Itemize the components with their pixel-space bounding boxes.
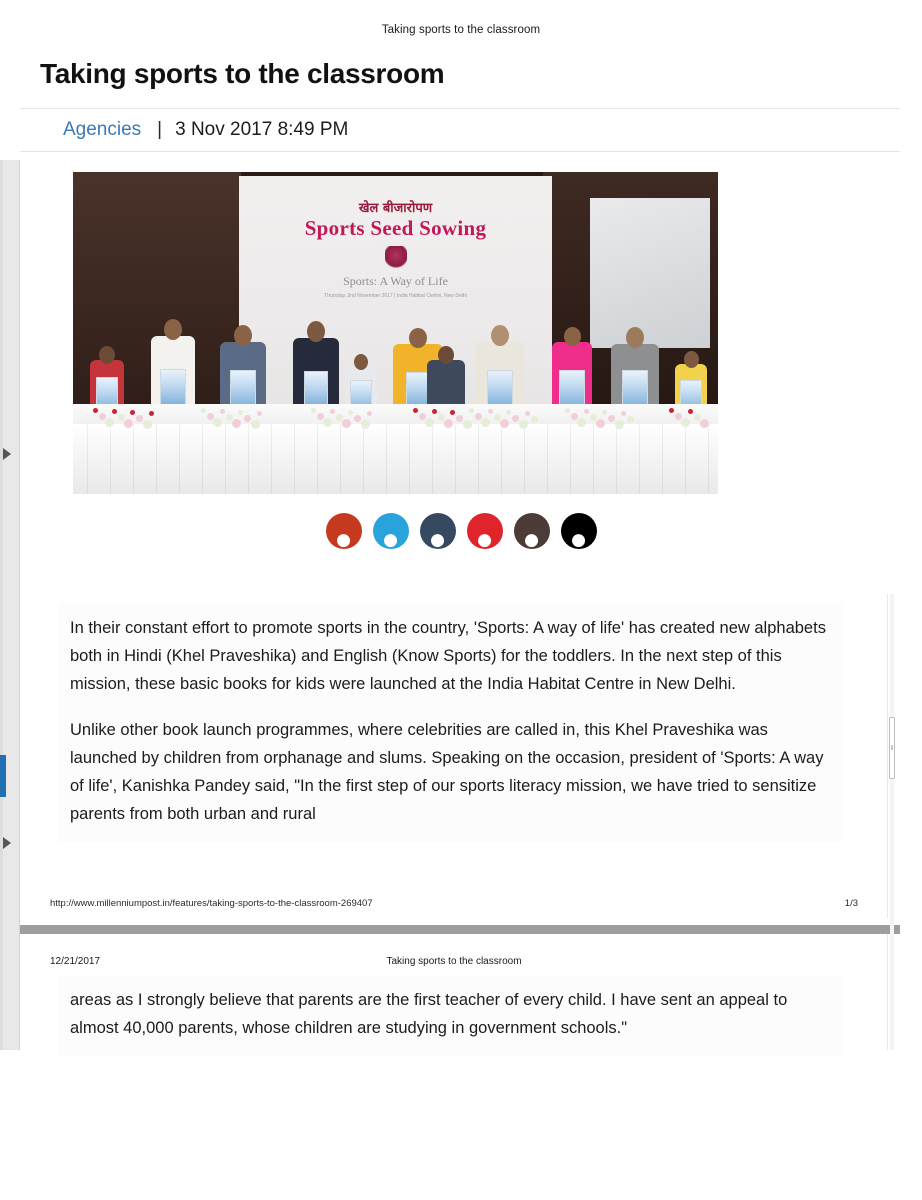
projector-screen (590, 198, 710, 348)
flower (456, 415, 463, 422)
hero-image-canvas (73, 172, 718, 494)
flower (700, 419, 709, 428)
flower-arrangement (93, 408, 161, 430)
launched-book (230, 370, 256, 408)
document-page-2-body (58, 976, 842, 1056)
flower (226, 414, 233, 421)
flower (519, 420, 528, 429)
flower (367, 411, 372, 416)
person-head (164, 319, 182, 340)
flower (124, 419, 133, 428)
expand-arrow-icon[interactable] (3, 837, 11, 849)
stage-table-skirt (73, 424, 718, 494)
skirt-fold (639, 424, 640, 494)
document-page-2-header (20, 956, 888, 967)
skirt-fold (363, 424, 364, 494)
skirt-fold (271, 424, 272, 494)
flower (531, 416, 538, 423)
flower (232, 419, 241, 428)
flower (438, 414, 445, 421)
skirt-fold (570, 424, 571, 494)
flower (481, 418, 490, 427)
person-head (626, 327, 644, 348)
flower (565, 408, 570, 413)
skirt-fold (616, 424, 617, 494)
flower-arrangement (311, 408, 383, 430)
print-header-title: Taking sports to the classroom (381, 24, 541, 36)
byline-date: 3 Nov 2017 8:49 PM (175, 119, 349, 140)
flower (444, 419, 453, 428)
skirt-fold (133, 424, 134, 494)
flower (330, 409, 335, 414)
person-head (99, 346, 115, 364)
flower (494, 414, 501, 421)
launched-book (487, 370, 513, 408)
flower (130, 410, 135, 415)
document-scrollbar-track[interactable] (890, 594, 894, 1050)
email-share-icon: ● (524, 529, 539, 550)
flower-arrangement (201, 408, 273, 430)
flower (201, 408, 206, 413)
person-head (438, 346, 454, 364)
flower (500, 419, 509, 428)
skirt-fold (87, 424, 88, 494)
flower-arrangement (565, 408, 641, 430)
flower (506, 410, 511, 415)
flower (238, 410, 243, 415)
rail-edge (0, 160, 3, 1050)
flower (615, 420, 624, 429)
flower (621, 411, 626, 416)
skirt-fold (409, 424, 410, 494)
flower (149, 411, 154, 416)
flower (136, 415, 143, 422)
flower-arrangement (669, 408, 713, 430)
flower (584, 409, 589, 414)
twitter-share-button[interactable] (373, 513, 409, 549)
skirt-fold (685, 424, 686, 494)
person-head (409, 328, 427, 348)
person-head (684, 351, 699, 368)
flower (354, 415, 361, 422)
skirt-fold (179, 424, 180, 494)
person-head (234, 325, 252, 346)
reddit-share-icon: ● (336, 529, 351, 550)
pinterest-share-icon: ● (477, 529, 492, 550)
linkedin-share-button[interactable] (420, 513, 456, 549)
page-separator (20, 925, 900, 934)
flower (425, 418, 434, 427)
rail-selection-highlight (0, 755, 6, 797)
social-share-row (0, 513, 922, 551)
flower (257, 411, 262, 416)
banner-hindi-title: खेल बीजारोपण (358, 201, 433, 216)
document-header-title: Taking sports to the classroom (386, 956, 522, 967)
skirt-fold (547, 424, 548, 494)
flower (488, 409, 493, 414)
skirt-fold (294, 424, 295, 494)
byline-divider: | (157, 119, 163, 140)
document-page-1-body (58, 604, 842, 842)
flower (596, 419, 605, 428)
skirt-fold (248, 424, 249, 494)
footer-page-number: 1/3 (844, 897, 858, 909)
more-share-button[interactable] (561, 513, 597, 549)
launched-book (304, 371, 328, 407)
skirt-fold (524, 424, 525, 494)
flower (694, 414, 701, 421)
flower (118, 414, 125, 421)
skirt-fold (225, 424, 226, 494)
flower (323, 418, 332, 427)
flower (213, 418, 222, 427)
skirt-fold (202, 424, 203, 494)
skirt-fold (708, 424, 709, 494)
flower (469, 408, 474, 413)
twitter-share-icon: ● (383, 529, 398, 550)
flower (105, 418, 114, 427)
skirt-fold (386, 424, 387, 494)
skirt-fold (593, 424, 594, 494)
skirt-fold (317, 424, 318, 494)
flower (251, 420, 260, 429)
person-head (564, 327, 581, 346)
flower (525, 411, 530, 416)
reddit-share-button[interactable] (326, 513, 362, 549)
person-head (354, 354, 368, 370)
byline-source-link[interactable]: Agencies (63, 119, 142, 140)
more-share-icon: ● (571, 529, 586, 550)
banner-english-title: Sports Seed Sowing (304, 216, 487, 240)
byline (20, 108, 900, 152)
flower (93, 408, 98, 413)
document-header-date: 12/21/2017 (50, 956, 101, 967)
skirt-fold (156, 424, 157, 494)
print-header (0, 0, 922, 46)
flower (608, 415, 615, 422)
flower (590, 414, 597, 421)
skirt-fold (478, 424, 479, 494)
flower (348, 410, 353, 415)
person-head (491, 325, 509, 346)
flower (311, 408, 316, 413)
flower (413, 408, 418, 413)
pinterest-share-button[interactable] (467, 513, 503, 549)
article-hero-image (73, 172, 718, 494)
skirt-fold (501, 424, 502, 494)
footer-url: http://www.millenniumpost.in/features/taking-sports-to-the-classroom-269407 (50, 897, 373, 909)
skirt-fold (455, 424, 456, 494)
linkedin-share-icon: ● (430, 529, 445, 550)
launched-book (160, 369, 186, 407)
expand-arrow-icon[interactable] (3, 448, 11, 460)
flower (342, 419, 351, 428)
banner-subtitle: Sports: A Way of Life (343, 274, 448, 288)
document-page-1 (20, 594, 888, 918)
document-scrollbar-thumb[interactable] (889, 717, 895, 779)
flower (688, 409, 693, 414)
flower (143, 420, 152, 429)
skirt-fold (432, 424, 433, 494)
person-head (307, 321, 325, 342)
flower (577, 418, 586, 427)
flower (681, 418, 690, 427)
flower (336, 414, 343, 421)
flower-arrangement (469, 408, 547, 430)
flower (602, 410, 607, 415)
skirt-fold (110, 424, 111, 494)
launched-book (622, 370, 648, 408)
document-paragraph: Unlike other book launch programmes, where celebrities are called in, this Khel Praveshika was launched by children from orphanage and slums. Speaking on the occasion, president of 'Sports: A way of life', Kanishka Pandey said, "In the first step of our sports literacy mission, we have tried to sensitize parents from both urban and rural (70, 721, 824, 823)
document-page-1-footer (20, 894, 888, 912)
reader-left-rail (0, 160, 20, 1050)
flower (220, 409, 225, 414)
document-paragraph: In their constant effort to promote sports in the country, 'Sports: A way of life' has created new alphabets both in Hindi (Khel Praveshika) and English (Know Sports) for the toddlers. In the next step of this mission, these basic books for kids were launched at the India Habitat Centre in New Delhi. (70, 619, 826, 693)
document-paragraph: areas as I strongly believe that parents are the first teacher of every child. I have sent an appeal to almost 40,000 parents, whose children are studying in government schools." (70, 991, 788, 1037)
flower (669, 408, 674, 413)
document-page-2 (20, 934, 888, 1050)
launched-book (559, 370, 585, 408)
flower (244, 415, 251, 422)
banner-fine-print: Thursday, 2nd November 2017 | India Habitat Centre, New Delhi (324, 293, 467, 299)
skirt-fold (340, 424, 341, 494)
page-title: Taking sports to the classroom (40, 58, 445, 89)
flower (361, 420, 370, 429)
email-share-button[interactable] (514, 513, 550, 549)
flower (450, 410, 455, 415)
flower (112, 409, 117, 414)
flower (627, 416, 634, 423)
flower (432, 409, 437, 414)
skirt-fold (662, 424, 663, 494)
article-header (20, 46, 900, 152)
flower (512, 415, 519, 422)
banner-emblem-icon (385, 246, 407, 270)
